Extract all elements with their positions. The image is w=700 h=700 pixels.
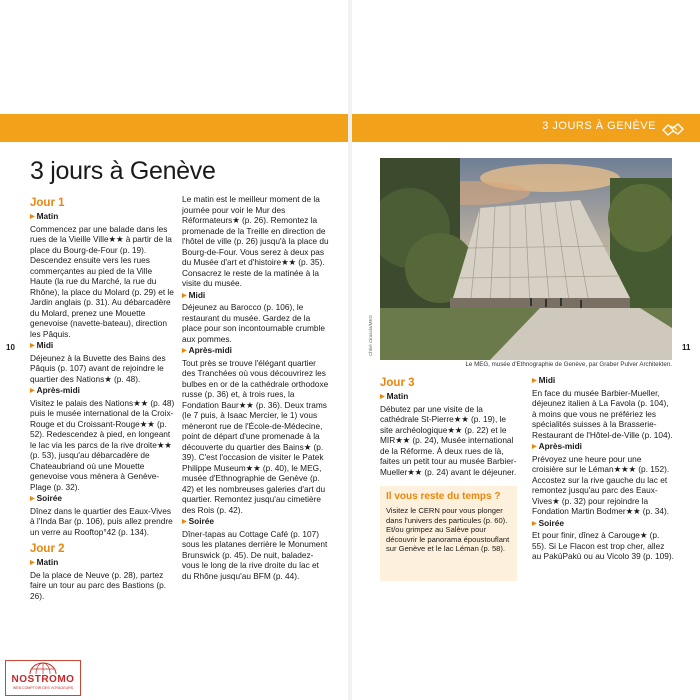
column-1 (30, 194, 175, 601)
apres-midi-3-heading: ▶ Après-midi (532, 441, 674, 454)
matin-text: Commencez par une balade dans les rues de la Vieille Ville★★ à partir de la place du Bourg-de-Four (p. 19). Descendez ensuite vers les rues commerçantes au pied de la Ville Haute (la rue du Marché, la rue du Rhône), la place du Molard (p. 29) et le Jardin anglais (p. 31). Au débarcadère du Molard, prenez une Mouette genevoise (navette-bateau), direction les Pâquis. (30, 223, 174, 339)
midi-text: Déjeunez à la Buvette des Bains des Pâquis (p. 107) avant de rejoindre le quartier des Nations★ (p. 48). (30, 352, 166, 384)
extra-time-text: Visitez le CERN pour vous plonger dans l'univers des particules (p. 60). Et/ou grimpez au Salève pour découvrir le panorama époustouflant sur Genève et le lac Léman (p. 58). (386, 506, 510, 554)
photo-credit: Chloé Cirasola/MEG (368, 314, 373, 356)
apres-midi-heading: ▶ Après-midi (30, 385, 175, 398)
day-2-intro-text: Le matin est le meilleur moment de la journée pour voir le Mur des Réformateurs★ (p. 26). Remontez la promenade de la Treille en direction de l'hôtel de ville (p. 26) jusqu'à la place du Bourg-de-Four. Vous serez à deux pas du Musée d'art et d'histoire★★ (p. 35). Consacrez le reste de la matinée à la visite du musée. (182, 194, 329, 288)
column-4 (532, 374, 674, 562)
nostromo-logo (5, 660, 81, 696)
matin-2-heading: ▶ Matin (30, 557, 175, 570)
midi-2-heading: ▶ Midi (182, 290, 330, 303)
soiree-3-text: Et pour finir, dînez à Carouge★ (p. 55). Si Le Flacon est trop cher, allez au PakùPakù ou au Vicolo 39 (p. 109). (532, 530, 674, 561)
midi-heading: ▶ Midi (30, 340, 175, 353)
column-2 (182, 194, 330, 581)
soiree-heading: ▶ Soirée (30, 493, 175, 506)
apres-midi-2-text: Tout près se trouve l'élégant quartier des Tranchées où vous découvrirez les bulbes en or de la cathédrale orthodoxe russe (p. 36) et, à trois rues, la Fondation Baur★★ (p. 36). Deux trams (le 7 puis, à Isaac Mercier, le 1) vous mèneront rue de l'École-de-Médecine, point de départ d'une promenade à la découverte du quartier des Bains★ (p. 39). C'est l'occasion de visiter le Patek Philippe Museum★★ (p. 40), le MEG, musée d'Ethnographie de Genève (p. 42) et les nombreuses galeries d'art du quartier. Remontez jusqu'au cimetière des Rois (p. 42). (182, 357, 329, 515)
matin-3-text: Débutez par une visite de la cathédrale St-Pierre★★ (p. 19), le site archéologique★★ (p. 22) et le MIR★★ (p. 24), Musée international de la Réforme. À deux rues de là, faites un petit tour au musée Barbier-Mueller★★ (p. 24) avant le déjeuner. (380, 403, 517, 477)
soiree-2-text: Dîner-tapas au Cottage Café (p. 107) sous les platanes derrière le Monument Brunswick (p. 45). De nuit, baladez-vous le long de la rive droite du lac et du Rhône jusqu'au BFM (p. 44). (182, 528, 328, 581)
day-2-heading: Jour 2 (30, 543, 65, 555)
page-gutter (348, 0, 352, 700)
extra-time-box (380, 486, 517, 581)
page-number-left: 10 (6, 343, 15, 352)
apres-midi-text: Visitez le palais des Nations★★ (p. 48) puis le musée international de la Croix-Rouge et du Croissant-Rouge★★ (p. 52). Redescendez à pied, en longeant le lac via les parcs de la rive droite★★ (p. 53), jusqu'au débarcadère de Chateaubriand où une Mouette genevoise vous mènera à Genève-Plage (p. 32). (30, 397, 175, 492)
hands-icon (662, 119, 684, 137)
apres-midi-3-text: Prévoyez une heure pour une croisière sur le Léman★★★ (p. 152). Accostez sur la rive gauche du lac et remontez jusqu'au parc des Eaux-Vives★ (p. 32) pour rejoindre la Fondation Martin Bodmer★★ (p. 34). (532, 453, 670, 516)
midi-2-text: Déjeunez au Barocco (p. 106), le restaurant du musée. Gardez de la place pour son incontournable crumble aux pommes. (182, 302, 325, 344)
soiree-3-heading: ▶ Soirée (532, 518, 674, 531)
extra-time-title: Il vous reste du temps ? (386, 491, 501, 502)
page-number-right: 11 (682, 343, 691, 352)
photo-caption: Le MEG, musée d'Ethnographie de Genève, par Graber Pulver Architekten. (465, 361, 672, 368)
logo-name: NOSTROMO (11, 674, 75, 685)
soiree-2-heading: ▶ Soirée (182, 516, 330, 529)
soiree-text: Dînez dans le quartier des Eaux-Vives à l'Inda Bar (p. 106), puis allez prendre un verre au Rooftop°42 (p. 134). (30, 505, 173, 537)
logo-tagline: WEB COMPTOIR DES VOYAGEURS (12, 686, 74, 690)
running-title: 3 JOURS À GENÈVE (542, 120, 656, 132)
matin-3-heading: ▶ Matin (380, 391, 520, 404)
header-band-left (0, 114, 348, 142)
page-title: 3 jours à Genève (30, 157, 216, 185)
column-3 (380, 374, 520, 477)
day-3-heading: Jour 3 (380, 377, 415, 389)
meg-museum-photo (380, 158, 672, 360)
day-1-heading: Jour 1 (30, 197, 65, 209)
apres-midi-2-heading: ▶ Après-midi (182, 345, 330, 358)
globe-icon (6, 661, 80, 675)
matin-2-text: De la place de Neuve (p. 28), partez faire un tour au parc des Bastions (p. 26). (30, 569, 167, 601)
midi-3-text: En face du musée Barbier-Mueller, déjeunez italien à La Favola (p. 104), à moins que vous ne préfériez les spécialités suisses à la Brasserie-Restaurant de l'Hôtel-de-Ville (p. 104). (532, 387, 673, 440)
midi-3-heading: ▶ Midi (532, 375, 674, 388)
matin-heading: ▶ Matin (30, 211, 175, 224)
